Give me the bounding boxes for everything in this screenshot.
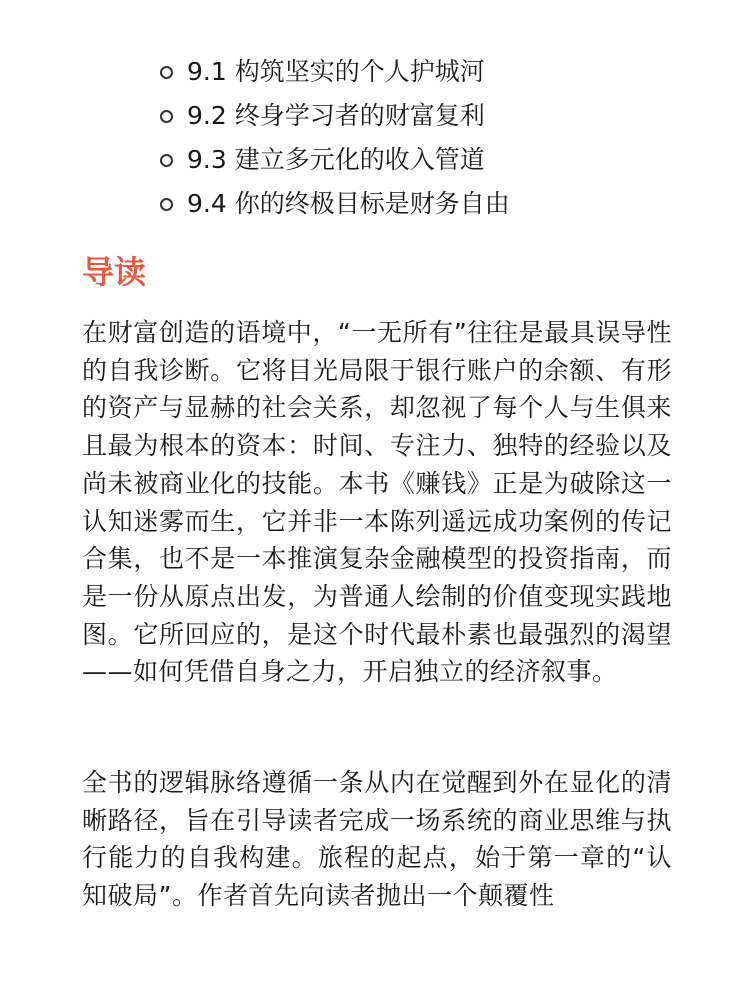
toc-item[interactable] <box>160 138 510 182</box>
toc-item[interactable] <box>160 182 510 226</box>
toc-item-label: 9.4 你的终极目标是财务自由 <box>187 189 510 218</box>
hollow-circle-bullet-icon <box>160 154 173 167</box>
section-heading: 导读 <box>82 253 147 291</box>
toc-list <box>160 50 510 226</box>
toc-item-label: 9.2 终身学习者的财富复利 <box>187 101 485 130</box>
intro-paragraph-2: 全书的逻辑脉络遵循一条从内在觉醒到外在显化的清晰路径，旨在引导读者完成一场系统的商业思维与执行能力的自我构建。旅程的起点，始于第一章的“认知破局”。作者首先向读者抛出一个颠覆性 <box>82 768 672 911</box>
hollow-circle-bullet-icon <box>160 198 173 211</box>
intro-paragraph-1: 在财富创造的语境中，“一无所有”往往是最具误导性的自我诊断。它将目光局限于银行账户的余额、有形的资产与显赫的社会关系，却忽视了每个人与生俱来且最为根本的资本：时间、专注力、独特的经验以及尚未被商业化的技能。本书《赚钱》正是为破除这一认知迷雾而生，它并非一本陈列遥远成功案例的传记合集，也不是一本推演复杂金融模型的投资指南，而是一份从原点出发，为普通人绘制的价值变现实践地图。它所回应的，是这个时代最朴素也最强烈的渴望——如何凭借自身之力，开启独立的经济叙事。 <box>82 318 672 687</box>
hollow-circle-bullet-icon <box>160 110 173 123</box>
toc-item-label: 9.3 建立多元化的收入管道 <box>187 145 485 174</box>
toc-item[interactable] <box>160 94 510 138</box>
toc-item-label: 9.1 构筑坚实的个人护城河 <box>187 57 485 86</box>
toc-item[interactable] <box>160 50 510 94</box>
hollow-circle-bullet-icon <box>160 66 173 79</box>
